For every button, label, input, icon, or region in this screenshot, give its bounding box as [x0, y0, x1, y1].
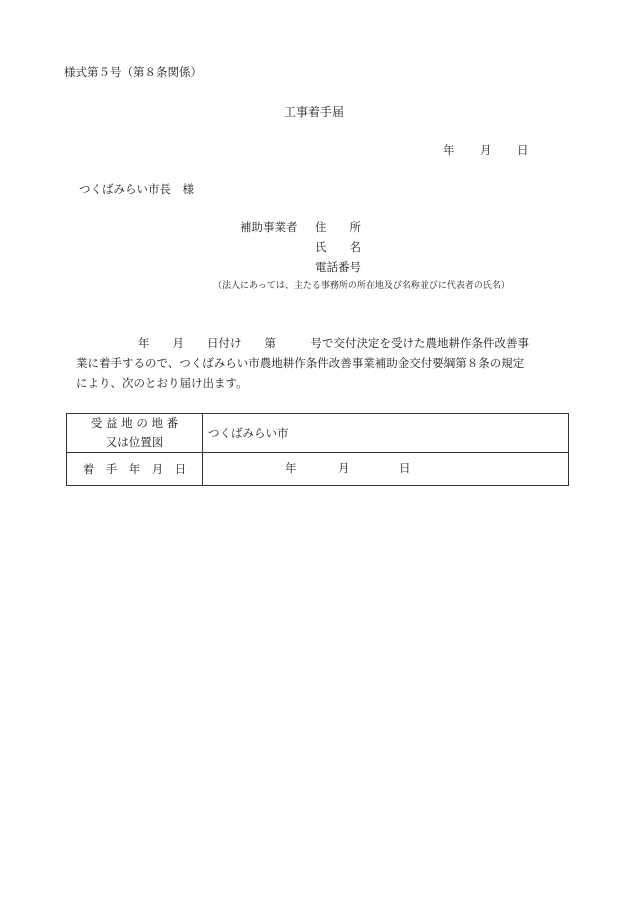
benefit-land-label-cell — [67, 414, 203, 453]
applicant-note: （法人にあっては、主たる事務所の所在地及び名称並びに代表者の氏名） — [213, 281, 510, 291]
benefit-land-value: つくばみらい市 — [208, 426, 289, 440]
applicant-label: 補助事業者 — [240, 220, 298, 234]
start-date-month: 月 — [338, 461, 350, 475]
address-label: 住 所 — [315, 220, 361, 234]
start-date-day: 日 — [399, 461, 411, 475]
body-line-2: 業に着手するので、つくばみらい市農地耕作条件改善事業補助金交付要綱第８条の規定 — [76, 356, 525, 370]
document-title: 工事着手届 — [284, 105, 345, 119]
info-table — [66, 413, 569, 486]
start-date-value-cell — [203, 453, 569, 486]
start-date-label-cell — [67, 453, 203, 486]
benefit-land-label-line2: 又は位置図 — [105, 435, 164, 449]
benefit-land-label-line1: 受 益 地 の 地 番 — [90, 416, 179, 430]
start-date-label: 着 手 年 月 日 — [82, 462, 187, 476]
date-year-label: 年 — [443, 143, 455, 157]
benefit-land-value-cell — [203, 414, 569, 453]
body-line-3: により、次のとおり届け出ます。 — [76, 376, 248, 390]
date-month-label: 月 — [480, 143, 492, 157]
addressee: つくばみらい市長 様 — [79, 182, 194, 196]
form-number: 様式第５号（第８条関係） — [64, 65, 202, 79]
table-row — [67, 453, 569, 486]
date-day-label: 日 — [517, 143, 529, 157]
phone-label: 電話番号 — [315, 260, 361, 274]
body-line-1: 年 月 日付け 第 号で交付決定を受けた農地耕作条件改善事 — [138, 336, 529, 350]
start-date-year: 年 — [285, 461, 297, 475]
name-label: 氏 名 — [315, 240, 361, 254]
table-row — [67, 414, 569, 453]
